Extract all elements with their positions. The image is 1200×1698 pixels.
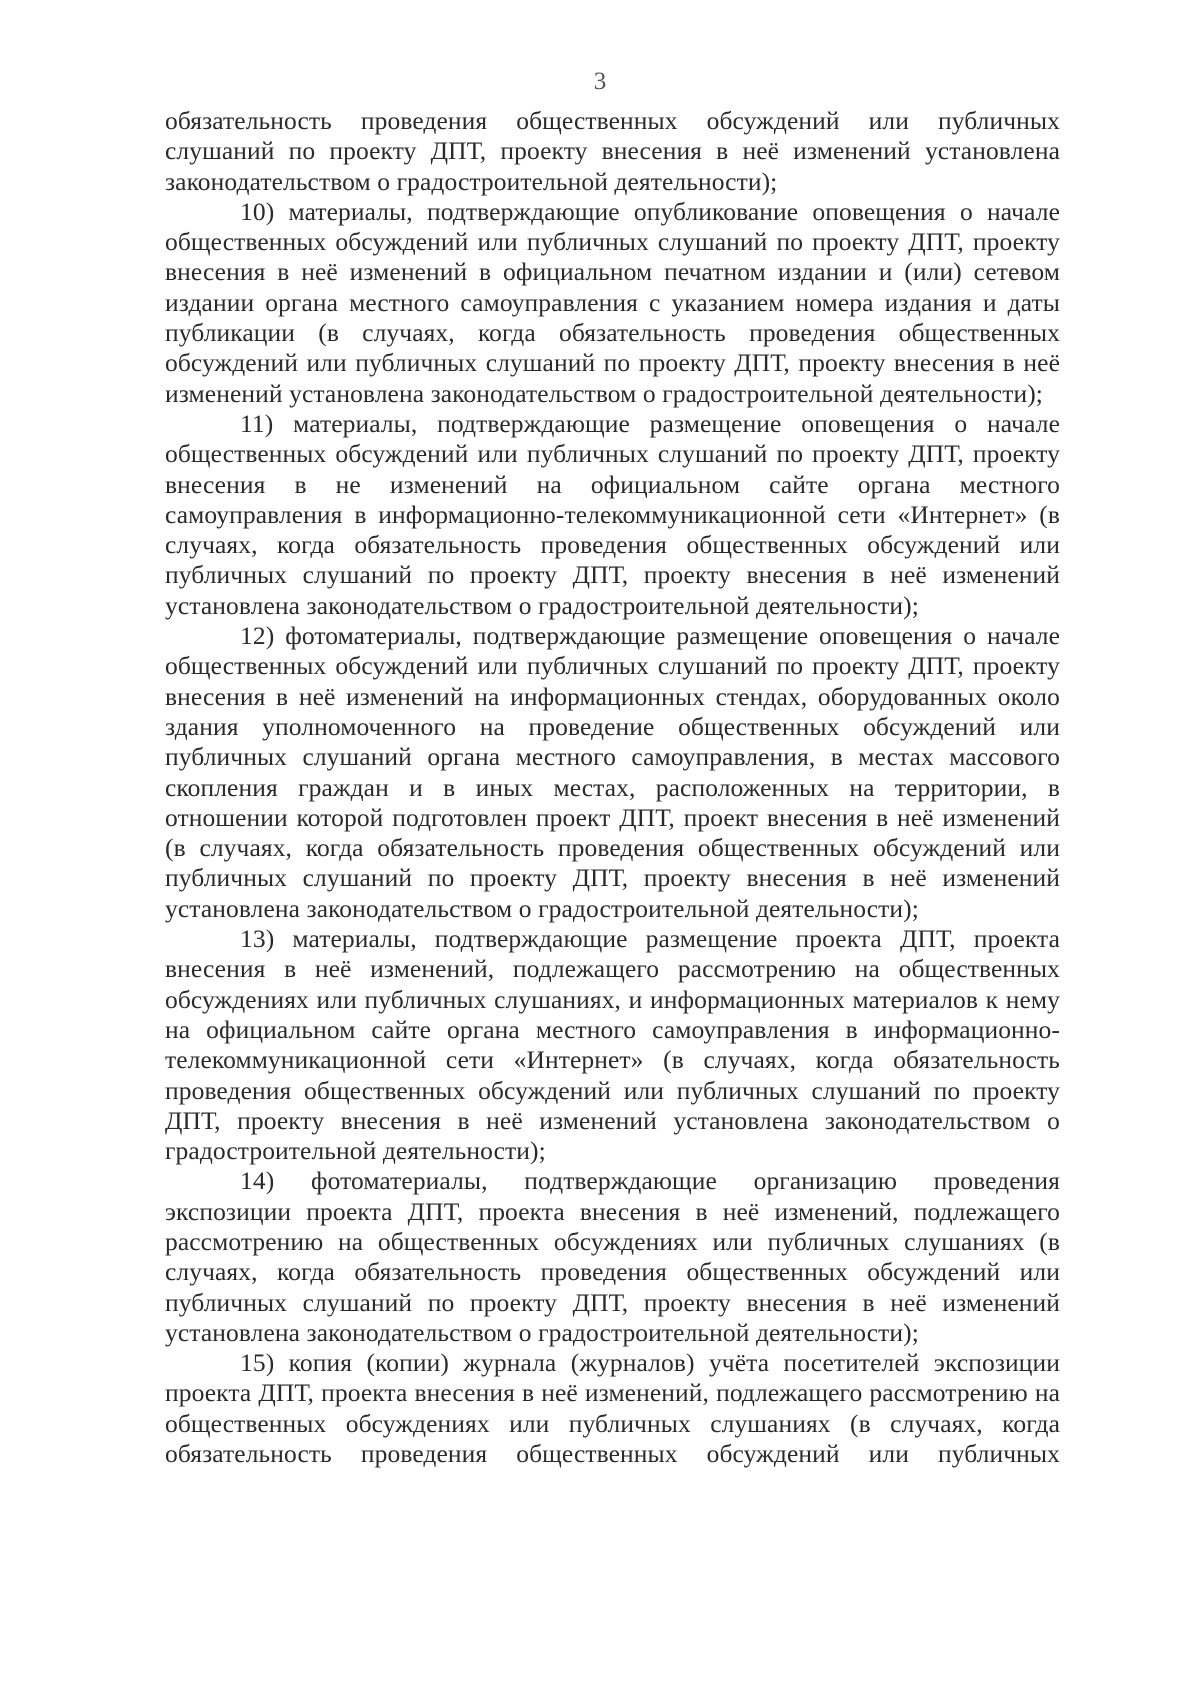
list-item-13: 13) материалы, подтверждающие размещение проекта ДПТ, проекта внесения в неё изменений, подлежащего рассмотрению на общественных обсуждениях или публичных слушаниях, и информационных материалов к нему на официальном сайте органа местного самоуправления в информационно-телекоммуникационной сети «Интернет» (в случаях, когда обязательность проведения общественных обсуждений или публичных слушаний по проекту ДПТ, проекту внесения в неё изменений установлена законодательством о градостроительной деятельности); (165, 924, 1060, 1166)
list-item-11: 11) материалы, подтверждающие размещение оповещения о начале общественных обсуждений или публичных слушаний по проекту ДПТ, проекту внесения в не изменений на официальном сайте органа местного самоуправления в информационно-телекоммуникационной сети «Интернет» (в случаях, когда обязательность проведения общественных обсуждений или публичных слушаний по проекту ДПТ, проекту внесения в неё изменений установлена законодательством о градостроительной деятельности); (165, 408, 1060, 620)
list-item-12: 12) фотоматериалы, подтверждающие размещение оповещения о начале общественных обсуждений или публичных слушаний по проекту ДПТ, проекту внесения в неё изменений на информационных стендах, оборудованных около здания уполномоченного на проведение общественных обсуждений или публичных слушаний органа местного самоуправления, в местах массового скопления граждан и в иных местах, расположенных на территории, в отношении которой подготовлен проект ДПТ, проект внесения в неё изменений (в случаях, когда обязательность проведения общественных обсуждений или публичных слушаний по проекту ДПТ, проекту внесения в неё изменений установлена законодательством о градостроительной деятельности); (165, 621, 1060, 923)
document-body (165, 106, 1060, 1469)
list-item-14: 14) фотоматериалы, подтверждающие организацию проведения экспозиции проекта ДПТ, проекта внесения в неё изменений, подлежащего рассмотрению на общественных обсуждениях или публичных слушаниях (в случаях, когда обязательность проведения общественных обсуждений или публичных слушаний по проекту ДПТ, проекту внесения в неё изменений установлена законодательством о градостроительной деятельности); (165, 1166, 1060, 1347)
paragraph-continuation: обязательность проведения общественных обсуждений или публичных слушаний по проекту ДПТ, проекту внесения в неё изменений установлена законодательством о градостроительной деятельности); (165, 106, 1060, 196)
page-number: 3 (593, 68, 607, 95)
list-item-15: 15) копия (копии) журнала (журналов) учёта посетителей экспозиции проекта ДПТ, проекта внесения в неё изменений, подлежащего рассмотрению на общественных обсуждениях или публичных слушаниях (в случаях, когда обязательность проведения общественных обсуждений или публичных (165, 1348, 1060, 1469)
list-item-10: 10) материалы, подтверждающие опубликование оповещения о начале общественных обсуждений или публичных слушаний по проекту ДПТ, проекту внесения в неё изменений в официальном печатном издании и (или) сетевом издании органа местного самоуправления с указанием номера издания и даты публикации (в случаях, когда обязательность проведения общественных обсуждений или публичных слушаний по проекту ДПТ, проекту внесения в неё изменений установлена законодательством о градостроительной деятельности); (165, 196, 1060, 408)
